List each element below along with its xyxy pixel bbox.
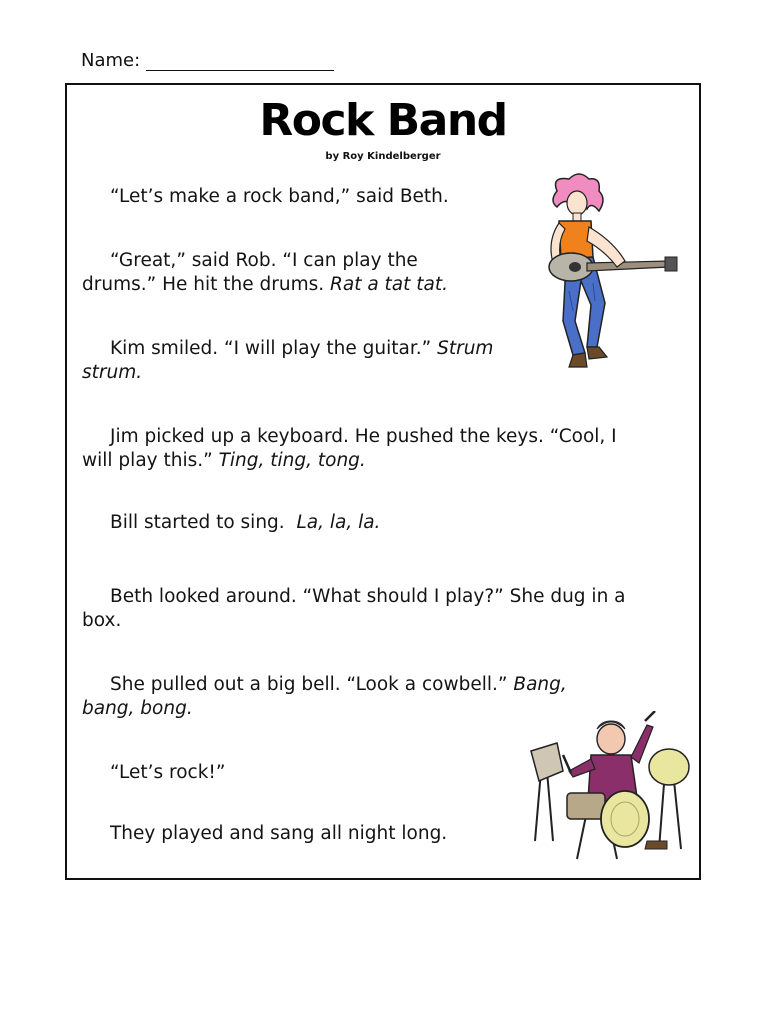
story-paragraph-6: Beth looked around. “What should I play?” She dug in a box.	[82, 586, 626, 631]
name-label: Name:	[81, 50, 141, 71]
story-paragraph-3: Kim smiled. “I will play the guitar.” Strum strum.	[82, 338, 494, 383]
story-paragraph-4: Jim picked up a keyboard. He pushed the keys. “Cool, I will play this.” Ting, ting, tong.	[82, 426, 617, 471]
guitarist-icon	[529, 171, 681, 371]
name-blank-line[interactable]	[146, 54, 334, 71]
name-field-row	[81, 50, 334, 71]
author-byline: by Roy Kindelberger	[325, 151, 441, 162]
story-paragraph-8: “Let’s rock!”	[110, 762, 226, 783]
story-paragraph-1: “Let’s make a rock band,” said Beth.	[110, 186, 449, 207]
story-paragraph-5: Bill started to sing. La, la, la.	[110, 512, 381, 533]
story-paragraph-7: She pulled out a big bell. “Look a cowbell.” Bang, bang, bong.	[82, 674, 567, 719]
worksheet-title: Rock Band	[259, 95, 507, 146]
story-paragraph-2: “Great,” said Rob. “I can play the drums.” He hit the drums. Rat a tat tat.	[82, 250, 448, 295]
worksheet-frame	[65, 83, 701, 880]
drummer-icon	[527, 711, 691, 863]
story-paragraph-9: They played and sang all night long.	[110, 823, 448, 844]
